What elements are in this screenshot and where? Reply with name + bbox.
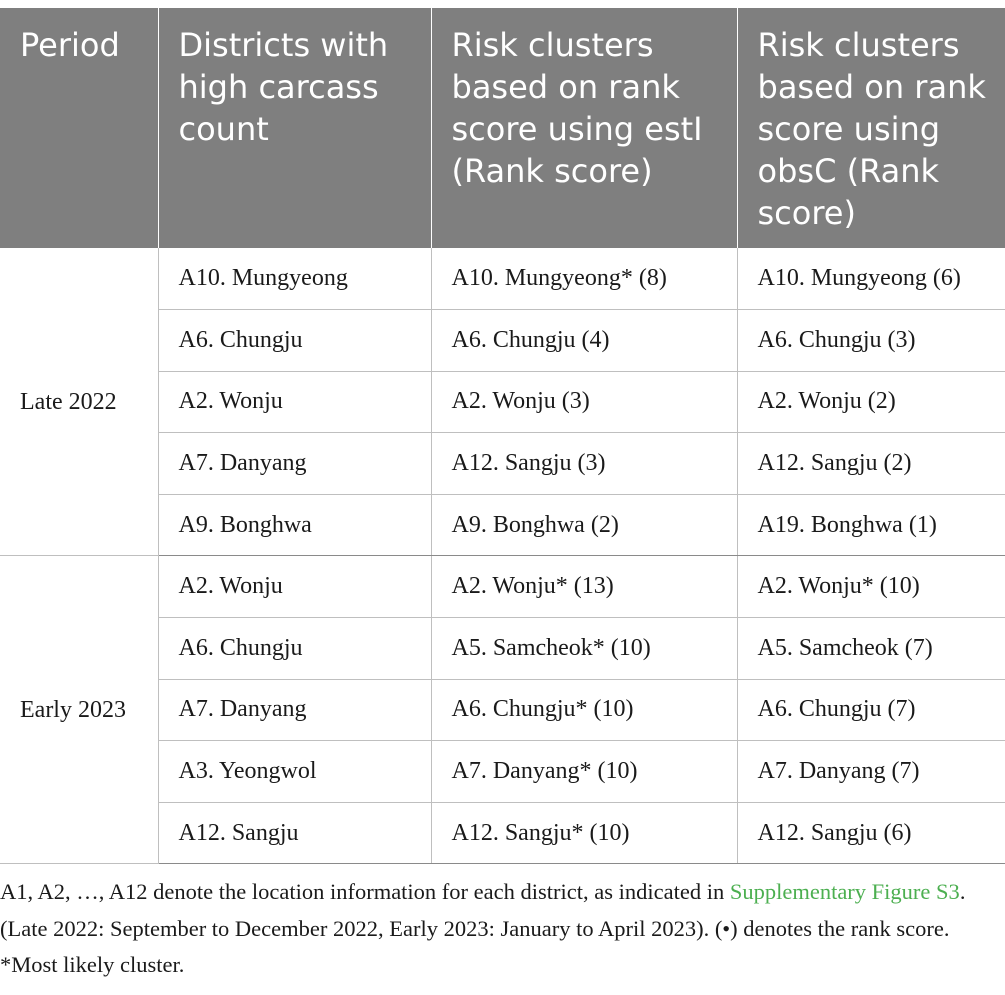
table-row [0,248,1005,310]
esti-cluster-cell: A2. Wonju (3) [431,371,737,433]
district-cell: A6. Chungju [158,310,431,372]
district-cell: A6. Chungju [158,618,431,680]
footnote-text-end: . (Late 2022: September to December 2022, Early 2023: January to April 2023). (•) denotes the rank score. *Most likely cluster. [0,879,966,977]
supplementary-figure-link[interactable]: Supplementary Figure S3 [729,879,960,904]
obsc-cluster-cell: A2. Wonju (2) [737,371,1005,433]
obsc-cluster-cell: A10. Mungyeong (6) [737,248,1005,310]
esti-cluster-cell: A7. Danyang* (10) [431,741,737,803]
esti-cluster-cell: A6. Chungju (4) [431,310,737,372]
obsc-cluster-cell: A6. Chungju (3) [737,310,1005,372]
obsc-cluster-cell: A12. Sangju (2) [737,433,1005,495]
district-cell: A10. Mungyeong [158,248,431,310]
obsc-cluster-cell: A2. Wonju* (10) [737,556,1005,618]
period-cell: Early 2023 [0,556,158,864]
header-districts: Districts with high carcass count [158,8,431,248]
esti-cluster-cell: A5. Samcheok* (10) [431,618,737,680]
district-cell: A2. Wonju [158,371,431,433]
esti-cluster-cell: A2. Wonju* (13) [431,556,737,618]
table-footnote [0,874,1000,984]
header-risk-clusters-obsc: Risk clusters based on rank score using obsC (Rank score) [737,8,1005,248]
obsc-cluster-cell: A6. Chungju (7) [737,679,1005,741]
district-cell: A7. Danyang [158,433,431,495]
district-cell: A2. Wonju [158,556,431,618]
obsc-cluster-cell: A12. Sangju (6) [737,802,1005,864]
results-table [0,8,1005,864]
header-row [0,8,1005,248]
obsc-cluster-cell: A5. Samcheok (7) [737,618,1005,680]
district-cell: A9. Bonghwa [158,494,431,556]
esti-cluster-cell: A6. Chungju* (10) [431,679,737,741]
esti-cluster-cell: A9. Bonghwa (2) [431,494,737,556]
esti-cluster-cell: A10. Mungyeong* (8) [431,248,737,310]
esti-cluster-cell: A12. Sangju (3) [431,433,737,495]
footnote-text-start: A1, A2, …, A12 denote the location information for each district, as indicated in [0,879,730,904]
obsc-cluster-cell: A19. Bonghwa (1) [737,494,1005,556]
table-row [0,556,1005,618]
obsc-cluster-cell: A7. Danyang (7) [737,741,1005,803]
district-cell: A3. Yeongwol [158,741,431,803]
district-cell: A12. Sangju [158,802,431,864]
header-period: Period [0,8,158,248]
header-risk-clusters-esti: Risk clusters based on rank score using estI (Rank score) [431,8,737,248]
period-cell: Late 2022 [0,248,158,556]
district-cell: A7. Danyang [158,679,431,741]
esti-cluster-cell: A12. Sangju* (10) [431,802,737,864]
